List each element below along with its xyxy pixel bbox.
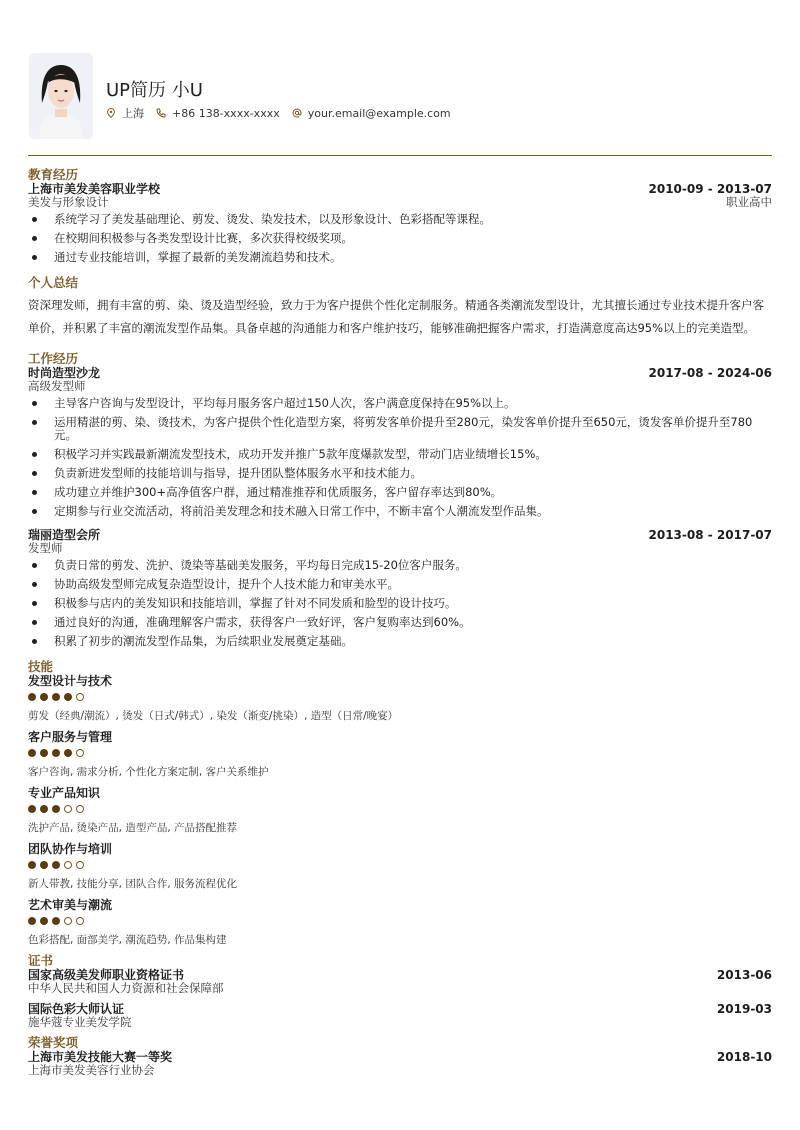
list-item: 积累了初步的潮流发型作品集，为后续职业发展奠定基础。 — [28, 635, 772, 648]
certificate-item — [28, 968, 772, 995]
certificate-issuer-row — [28, 982, 772, 995]
job-period: 2013-08 - 2017-07 — [648, 528, 772, 542]
at-icon — [292, 108, 302, 118]
rating-dot-empty — [64, 805, 72, 813]
certificate-date: 2019-03 — [716, 1002, 772, 1016]
job-header — [28, 528, 772, 542]
phone-icon — [156, 108, 166, 118]
skill-rating — [28, 861, 772, 869]
rating-dot-filled — [40, 861, 48, 869]
rating-dot-filled — [40, 805, 48, 813]
email-text: your.email@example.com — [307, 106, 451, 120]
certificates-section — [28, 954, 772, 1029]
award-name: 上海市美发技能大赛一等奖 — [28, 1050, 173, 1064]
rating-dot-filled — [52, 861, 60, 869]
certificate-date: 2013-06 — [716, 968, 772, 982]
rating-dot-empty — [76, 861, 84, 869]
skill-name: 客户服务与管理 — [28, 730, 113, 744]
rating-dot-filled — [52, 693, 60, 701]
skill-rating — [28, 917, 772, 925]
avatar — [29, 53, 93, 139]
skill-rating — [28, 749, 772, 757]
skill-desc: 剪发（经典/潮流）, 烫发（日式/韩式）, 染发（渐变/挑染）, 造型（日常/晚宴） — [28, 710, 399, 722]
certificate-issuer-row — [28, 1016, 772, 1029]
rating-dot-filled — [28, 917, 36, 925]
skill-item — [28, 842, 772, 890]
section-title: 个人总结 — [28, 275, 79, 290]
list-item: 定期参与行业交流活动，将前沿美发理念和技术融入日常工作中，不断丰富个人潮流发型作品集。 — [28, 505, 772, 518]
skill-item — [28, 898, 772, 946]
contact-location — [106, 105, 144, 121]
section-title: 工作经历 — [28, 351, 79, 366]
education-period: 2010-09 - 2013-07 — [648, 182, 772, 196]
skill-rating — [28, 693, 772, 701]
portrait-photo — [29, 53, 93, 139]
skill-desc: 客户咨询, 需求分析, 个性化方案定制, 客户关系维护 — [28, 766, 269, 778]
skill-name: 发型设计与技术 — [28, 674, 113, 688]
rating-dot-filled — [52, 749, 60, 757]
location-text: 上海 — [122, 107, 144, 120]
summary-section — [28, 276, 772, 340]
skill-desc: 色彩搭配, 面部美学, 潮流趋势, 作品集构建 — [28, 934, 227, 946]
school-name: 上海市美发美容职业学校 — [28, 182, 161, 196]
list-item: 负责新进发型师的技能培训与指导，提升团队整体服务水平和技术能力。 — [28, 467, 772, 480]
rating-dot-filled — [52, 917, 60, 925]
contact-info — [106, 105, 463, 121]
list-item: 系统学习了美发基础理论、剪发、烫发、染发技术，以及形象设计、色彩搭配等课程。 — [28, 213, 772, 226]
skill-name: 团队协作与培训 — [28, 842, 113, 856]
award-issuer: 上海市美发美容行业协会 — [28, 1063, 155, 1077]
skill-name: 艺术审美与潮流 — [28, 898, 113, 912]
job-header — [28, 366, 772, 380]
certificate-header — [28, 1002, 772, 1016]
rating-dot-filled — [28, 861, 36, 869]
company-name: 时尚造型沙龙 — [28, 366, 101, 380]
section-title: 证书 — [28, 953, 54, 968]
section-title: 荣誉奖项 — [28, 1035, 79, 1050]
award-issuer-row — [28, 1064, 772, 1077]
list-item: 在校期间积极参与各类发型设计比赛，多次获得校级奖项。 — [28, 232, 772, 245]
contact-email — [292, 107, 451, 120]
rating-dot-filled — [28, 805, 36, 813]
list-item: 协助高级发型师完成复杂造型设计，提升个人技术能力和审美水平。 — [28, 578, 772, 591]
education-entry-sub — [28, 196, 772, 209]
location-pin-icon — [106, 108, 116, 118]
education-entry-header — [28, 182, 772, 196]
list-item: 成功建立并维护300+高净值客户群，通过精准推荐和优质服务，客户留存率达到80%。 — [28, 486, 772, 499]
skill-item — [28, 674, 772, 722]
candidate-name: UP简历 小U — [106, 80, 203, 101]
rating-dot-filled — [28, 693, 36, 701]
phone-text: +86 138-xxxx-xxxx — [172, 106, 280, 120]
list-item: 负责日常的剪发、洗护、烫染等基础美发服务，平均每日完成15-20位客户服务。 — [28, 559, 772, 572]
award-header — [28, 1050, 772, 1064]
rating-dot-empty — [64, 917, 72, 925]
rating-dot-filled — [28, 749, 36, 757]
company-name: 瑞丽造型会所 — [28, 528, 101, 542]
certificate-issuer: 施华蔻专业美发学院 — [28, 1015, 132, 1029]
skill-item — [28, 730, 772, 778]
skill-desc: 新人带教, 技能分享, 团队合作, 服务流程优化 — [28, 878, 238, 890]
job-role-row — [28, 380, 772, 393]
rating-dot-filled — [64, 693, 72, 701]
skills-section — [28, 660, 772, 946]
rating-dot-empty — [76, 749, 84, 757]
certificate-name: 国际色彩大师认证 — [28, 1002, 125, 1016]
job-role: 高级发型师 — [28, 379, 86, 393]
summary-text: 资深理发师，拥有丰富的剪、染、烫及造型经验，致力于为客户提供个性化定制服务。精通各类潮流发型设计，尤其擅长通过专业技术提升客户客单价，并积累了丰富的潮流发型作品集。具备卓越的沟通能力和客户维护技巧，能够准确把握客户需求，打造满意度高达95%以上的完美造型。 — [28, 298, 764, 335]
skill-item — [28, 786, 772, 834]
rating-dot-empty — [76, 917, 84, 925]
skill-desc: 洗护产品, 烫染产品, 造型产品, 产品搭配推荐 — [28, 822, 238, 834]
work-section — [28, 352, 772, 648]
rating-dot-empty — [64, 861, 72, 869]
section-title: 教育经历 — [28, 167, 79, 182]
award-item — [28, 1050, 772, 1077]
contact-phone — [156, 107, 280, 120]
rating-dot-filled — [40, 749, 48, 757]
job-entry — [28, 528, 772, 648]
awards-section — [28, 1036, 772, 1077]
rating-dot-empty — [76, 805, 84, 813]
job-bullets — [28, 559, 772, 648]
list-item: 通过专业技能培训，掌握了最新的美发潮流趋势和技术。 — [28, 251, 772, 264]
job-entry — [28, 366, 772, 518]
resume-header — [28, 0, 772, 156]
skill-name: 专业产品知识 — [28, 786, 101, 800]
certificate-issuer: 中华人民共和国人力资源和社会保障部 — [28, 981, 224, 995]
section-title: 技能 — [28, 659, 54, 674]
major: 美发与形象设计 — [28, 195, 109, 209]
award-date: 2018-10 — [716, 1050, 772, 1064]
rating-dot-filled — [52, 805, 60, 813]
list-item: 积极参与店内的美发知识和技能培训，掌握了针对不同发质和脸型的设计技巧。 — [28, 597, 772, 610]
education-section — [28, 168, 772, 264]
job-role: 发型师 — [28, 541, 63, 555]
skill-rating — [28, 805, 772, 813]
list-item: 运用精湛的剪、染、烫技术，为客户提供个性化造型方案，将剪发客单价提升至280元，染发客单价提升至650元，烫发客单价提升至780元。 — [28, 416, 772, 442]
job-bullets — [28, 397, 772, 518]
rating-dot-filled — [40, 693, 48, 701]
rating-dot-filled — [64, 749, 72, 757]
list-item: 积极学习并实践最新潮流发型技术，成功开发并推广5款年度爆款发型，带动门店业绩增长15%。 — [28, 448, 772, 461]
certificate-header — [28, 968, 772, 982]
list-item: 通过良好的沟通，准确理解客户需求，获得客户一致好评，客户复购率达到60%。 — [28, 616, 772, 629]
certificate-name: 国家高级美发师职业资格证书 — [28, 968, 185, 982]
education-bullets — [28, 213, 772, 264]
certificate-item — [28, 1002, 772, 1029]
rating-dot-filled — [40, 917, 48, 925]
job-period: 2017-08 - 2024-06 — [648, 366, 772, 380]
list-item: 主导客户咨询与发型设计，平均每月服务客户超过150人次，客户满意度保持在95%以上。 — [28, 397, 772, 410]
degree: 职业高中 — [726, 195, 772, 209]
job-role-row — [28, 542, 772, 555]
rating-dot-empty — [76, 693, 84, 701]
